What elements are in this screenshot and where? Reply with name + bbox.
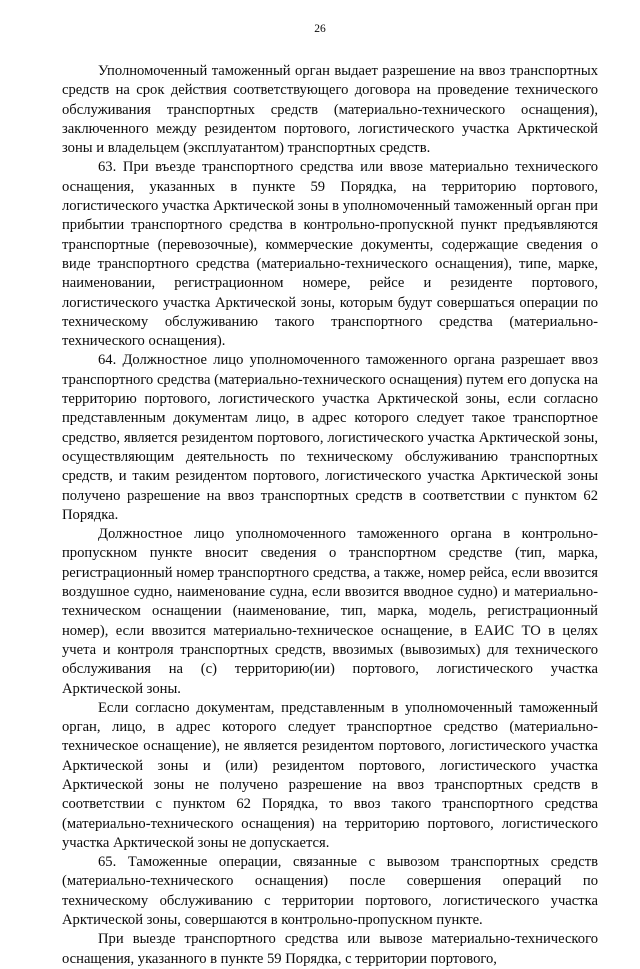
paragraph-departure: При выезде транспортного средства или вывозе материально-технического оснащения, указанного в пункте 59 Порядка, с территории портового, xyxy=(62,931,598,967)
paragraph-item-63: 63. При въезде транспортного средства или ввозе материально технического оснащения, указанных в пункте 59 Порядка, на территорию портового, логистического участка Арктической зоны в уполномоченный таможенный орган при прибытии транспортного средства в контрольно-пропускной пункт предъявляются транспортные (перевозочные), коммерческие документы, содержащие сведения о виде транспортного средства (материально-технического оснащения), типе, марке, наименовании, регистрационном номере, рейсе и резиденте портового, логистического участка Арктической зоны, которым будут совершаться операции по техническому обслуживанию такого транспортного средства (материально-технического оснащения). xyxy=(62,159,598,350)
paragraph-item-65: 65. Таможенные операции, связанные с вывозом транспортных средств (материально-технического оснащения) после совершения операций по техническому обслуживанию с территории портового, логистического участка Арктической зоны, совершаются в контрольно-пропускном пункте. xyxy=(62,854,598,929)
paragraph-entry-denied: Если согласно документам, представленным в уполномоченный таможенный орган, лицо, в адрес которого следует транспортное средство (материально-техническое оснащение), не является резидентом портового, логистического участка Арктической зоны и (или) резидентом портового, логистического участка Арктической зоны не получено разрешение на ввоз транспортных средств в соответствии с пунктом 62 Порядка, то ввоз такого транспортного средства (материально-технического оснащения) на территорию портового, логистического участка Арктической зоны не допускается. xyxy=(62,699,598,851)
document-body xyxy=(62,62,598,969)
paragraph-official-records: Должностное лицо уполномоченного таможенного органа в контрольно-пропускном пункте вносит сведения о транспортном средстве (тип, марка, регистрационный номер транспортного средства, а также, номер рейса, если ввозится воздушное судно, наименование судна, если ввозится вводное судно) и материально-техническом оснащении (наименование, тип, марка, модель, регистрационный номер), если ввозится материально-техническое оснащение, в ЕАИС ТО в целях учета и контроля транспортных средств, ввозимых (вывозимых) для технического обслуживания на (с) территорию(ии) портового, логистического участка Арктической зоны. xyxy=(62,526,598,697)
paragraph-item-64: 64. Должностное лицо уполномоченного таможенного органа разрешает ввоз транспортного средства (материально-технического оснащения) путем его допуска на территорию портового, логистического участка Арктической зоны, если согласно представленным документам лицо, в адрес которого следует такое транспортное средство, является резидентом портового, логистического участка Арктической зоны, осуществляющим деятельность по техническому обслуживанию транспортных средств, и таким резидентом портового, логистического участка Арктической зоны получено разрешение на ввоз транспортных средств в соответствии с пунктом 62 Порядка. xyxy=(62,352,598,523)
page-number: 26 xyxy=(314,23,326,35)
paragraph-permit-issuance: Уполномоченный таможенный орган выдает разрешение на ввоз транспортных средств на срок действия соответствующего договора на проведение технического обслуживания транспортных средств (материально-технического оснащения), заключенного между резидентом портового, логистического участка Арктической зоны и владельцем (эксплуатантом) транспортных средств. xyxy=(62,63,598,157)
